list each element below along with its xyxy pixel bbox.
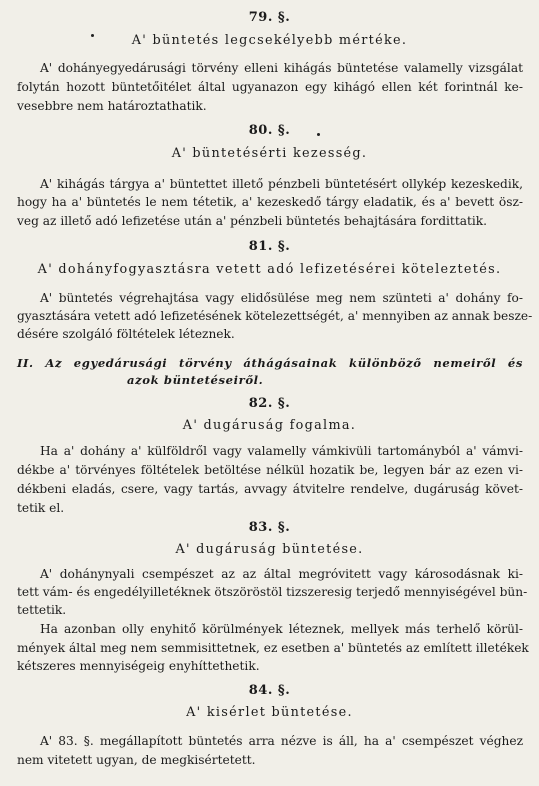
section-number: 81. §. — [248, 239, 291, 254]
paragraph-line: veg az illető adó lefizetése után a' pénzbeli büntetés behajtására fordittatik. — [17, 214, 488, 228]
paragraph-line: hogy ha a' büntetés le nem tétetik, a' kezeskedő tárgy eladatik, és a' bevett ösz- — [17, 195, 523, 209]
paragraph-line: A' kihágás tárgya a' büntettet illető pénzbeli büntetésért ollykép kezeskedik, — [40, 177, 523, 191]
paragraph-line: Ha azonban olly enyhitő körülmények léteznek, mellyek más terhelő körül- — [40, 622, 523, 636]
paragraph-line: Ha a' dohány a' külföldről vagy valamelly vámkivüli tartományból a' vámvi- — [40, 444, 523, 458]
part-heading: azok büntetéseiről. — [127, 373, 264, 387]
section-number: 82. §. — [248, 396, 291, 411]
section-title: A' büntetésérti kezesség. — [171, 146, 368, 161]
paragraph-line: gyasztására vetett adó lefizetésének kötelezettségét, a' mennyiben az annak besze- — [17, 309, 533, 323]
paragraph-line: A' dohányegyedárusági törvény elleni kihágás büntetése valamelly vizsgálat — [40, 61, 523, 75]
section-number: 79. §. — [248, 10, 291, 25]
paragraph-line: A' büntetés végrehajtása vagy elidősülése meg nem szünteti a' dohány fo- — [40, 291, 523, 305]
part-heading: II. Az egyedárusági törvény áthágásainak különböző nemeiről és — [17, 356, 523, 370]
paragraph-line: folytán hozott büntetőitélet által ugyanazon egy kihágó ellen két forintnál ke- — [17, 80, 523, 94]
section-number: 84. §. — [248, 683, 291, 698]
section-title: A' dugáruság büntetése. — [175, 542, 364, 557]
paragraph-line: A' dohánynyali csempészet az az által megróvitett vagy károsodásnak ki- — [40, 567, 523, 581]
paragraph-line: kétszeres mennyiségeig enyhíttethetik. — [17, 659, 260, 673]
section-number: 80. §. — [248, 123, 291, 138]
paragraph-line: vesebbre nem határoztathatik. — [17, 99, 207, 113]
paragraph-line: tett vám- és engedélyilletéknek ötszöröstöl tizszeresig terjedő mennyiségével bün- — [17, 585, 528, 599]
section-title: A' dugáruság fogalma. — [182, 418, 357, 433]
section-title: A' kisérlet büntetése. — [186, 705, 353, 720]
paragraph-line: désére szolgáló föltételek léteznek. — [17, 327, 235, 341]
paragraph-line: tettetik. — [17, 603, 67, 617]
paragraph-line: tetik el. — [17, 501, 65, 515]
paragraph-line: A' 83. §. megállapított büntetés arra nézve is áll, ha a' csempészet véghez — [40, 734, 523, 748]
section-title: A' büntetés legcsekélyebb mértéke. — [131, 33, 408, 48]
paragraph-line: nem vitetett ugyan, de megkisértetett. — [17, 753, 256, 767]
section-title: A' dohányfogyasztásra vetett adó lefizetésérei köteleztetés. — [37, 262, 502, 277]
paragraph-line: dékbe a' törvényes föltételek betöltése nélkül hozatik be, legyen bár az ezen vi- — [17, 463, 523, 477]
section-number: 83. §. — [248, 520, 291, 535]
paragraph-line: mények által meg nem semmisittetnek, ez esetben a' büntetés az említett illetékek — [17, 641, 529, 655]
paragraph-line: dékbeni eladás, csere, vagy tartás, avvagy átvitelre rendelve, dugáruság követ- — [17, 482, 523, 496]
